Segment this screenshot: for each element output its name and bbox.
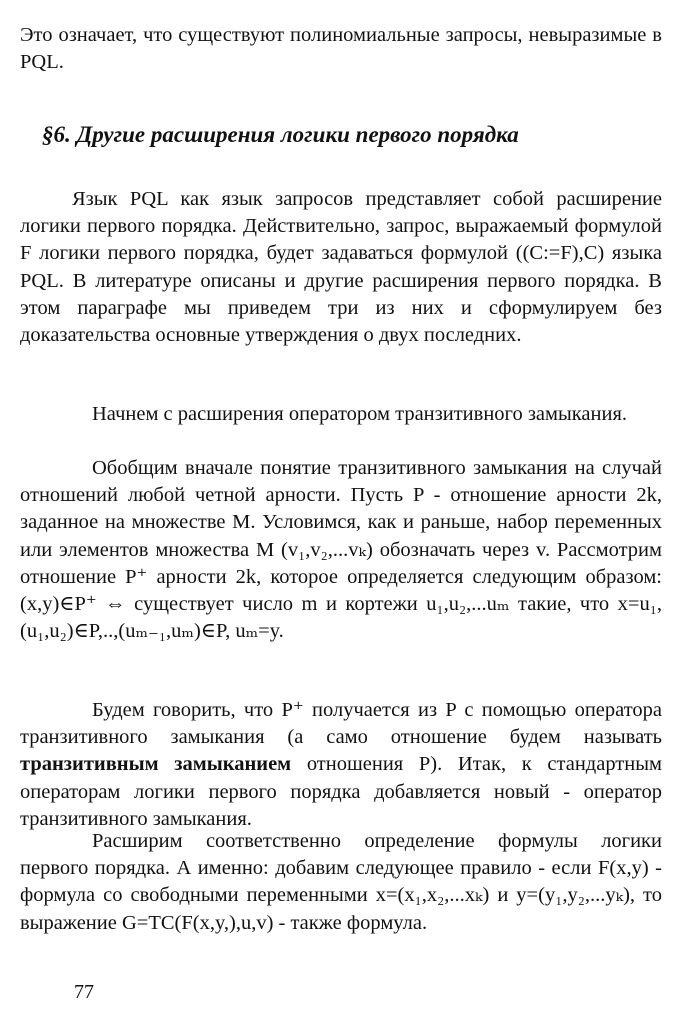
paragraph-1: Язык PQL как язык запросов представляет собой расширение логики первого порядка. Действительно, запрос, выражаемый формулой F логики первого порядка, будет задаваться формулой ((C:=F),C) языка PQL. В литературе описаны и другие расширения первого порядка. В этом параграфе мы приведем три из них и сформулируем без доказательства основные утверждения о двух последних. — [20, 188, 662, 347]
paragraph-3: Обобщим вначале понятие транзитивного замыкания на случай отношений любой четной арности. Пусть P - отношение арности 2k, заданное на множестве M. Условимся, как и раньше, набор переменных или элементов множества M (v₁,v₂,...vₖ) обозначать через v. Рассмотрим отношение P⁺ арности 2k, которое определяется следующим образом: (x,y)∈P⁺ ⇔ существует число m и кортежи u₁,u₂,...uₘ такие, что x=u₁, (u₁,u₂)∈P,..,(uₘ₋₁,uₘ)∈P, uₘ=y. — [20, 457, 662, 643]
intro-paragraph: Это означает, что существуют полиномиальные запросы, невыразимые в PQL. — [20, 24, 662, 74]
paragraph-5: Расширим соответственно определение формулы логики первого порядка. А именно: добавим следующее правило - если F(x,y) - формула со свободными переменными x=(x₁,x₂,...xₖ) и y=(y₁,y₂,...yₖ), то выражение G=TC(F(x,y,),u,v) - также формула. — [20, 830, 662, 934]
section-heading: §6. Другие расширения логики первого порядка — [42, 122, 519, 147]
paragraph-4-text-after: отношения P). Итак, к стандартным операторам логики первого порядка добавляется новый - оператор транзитивного замыкания. — [20, 753, 662, 830]
paragraph-4 — [20, 697, 662, 833]
page-number: 77 — [74, 981, 94, 1003]
paragraph-4-text-before: Будем говорить, что P⁺ получается из P с помощью оператора транзитивного замыкания (а само отношение будем называть — [20, 699, 662, 749]
transitive-closure-term: транзитивным замыканием — [20, 753, 292, 776]
paragraph-2: Начнем с расширения оператором транзитивного замыкания. — [92, 403, 628, 425]
